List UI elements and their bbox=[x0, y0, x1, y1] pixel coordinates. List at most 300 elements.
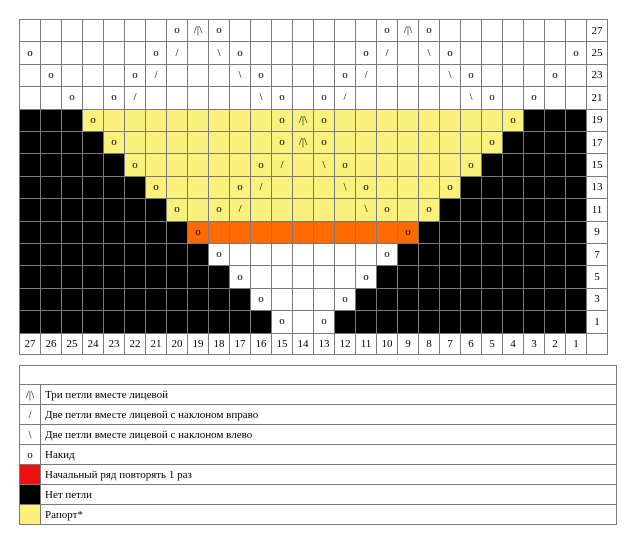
chart-cell bbox=[40, 176, 62, 199]
chart-cell bbox=[544, 221, 566, 244]
chart-cell bbox=[418, 131, 440, 154]
chart-cell bbox=[229, 19, 251, 42]
chart-cell bbox=[565, 153, 587, 176]
column-number: 24 bbox=[82, 333, 104, 355]
column-number: 8 bbox=[418, 333, 440, 355]
column-number: 13 bbox=[313, 333, 335, 355]
chart-cell bbox=[187, 176, 209, 199]
chart-cell bbox=[19, 265, 41, 288]
chart-cell bbox=[544, 176, 566, 199]
chart-cell bbox=[229, 153, 251, 176]
chart-cell bbox=[397, 198, 419, 221]
chart-cell bbox=[229, 310, 251, 333]
yarn-over-symbol: o bbox=[229, 41, 251, 64]
chart-cell bbox=[124, 288, 146, 311]
chart-cell bbox=[565, 221, 587, 244]
chart-cell bbox=[19, 153, 41, 176]
chart-cell bbox=[103, 153, 125, 176]
chart-cell bbox=[61, 221, 83, 244]
chart-cell bbox=[103, 64, 125, 87]
chart-cell bbox=[334, 310, 356, 333]
chart-cell bbox=[145, 265, 167, 288]
chart-cell bbox=[208, 86, 230, 109]
chart-cell bbox=[166, 86, 188, 109]
chart-cell bbox=[502, 288, 524, 311]
chart-cell bbox=[82, 265, 104, 288]
yarn-over-symbol: o bbox=[439, 176, 461, 199]
chart-cell bbox=[271, 198, 293, 221]
chart-cell bbox=[565, 288, 587, 311]
chart-cell bbox=[166, 310, 188, 333]
column-number: 18 bbox=[208, 333, 230, 355]
yarn-over-symbol: o bbox=[229, 265, 251, 288]
chart-cell bbox=[40, 310, 62, 333]
chart-cell bbox=[334, 131, 356, 154]
chart-cell bbox=[208, 153, 230, 176]
chart-cell bbox=[397, 109, 419, 132]
row-number: 13 bbox=[586, 176, 608, 199]
chart-cell bbox=[103, 310, 125, 333]
k3tog-symbol: /|\ bbox=[292, 109, 314, 132]
chart-cell bbox=[481, 41, 503, 64]
chart-cell bbox=[229, 221, 251, 244]
chart-cell bbox=[61, 153, 83, 176]
chart-cell bbox=[145, 131, 167, 154]
column-number: 27 bbox=[19, 333, 41, 355]
chart-cell bbox=[208, 64, 230, 87]
chart-cell bbox=[250, 19, 272, 42]
column-number: 1 bbox=[565, 333, 587, 355]
chart-cell bbox=[376, 221, 398, 244]
chart-cell bbox=[439, 153, 461, 176]
chart-cell bbox=[523, 265, 545, 288]
k2tog-right-symbol: / bbox=[250, 176, 272, 199]
chart-cell bbox=[250, 243, 272, 266]
yarn-over-symbol: o bbox=[502, 109, 524, 132]
chart-cell bbox=[61, 131, 83, 154]
chart-cell bbox=[19, 243, 41, 266]
chart-cell bbox=[19, 221, 41, 244]
chart-cell bbox=[187, 153, 209, 176]
yarn-over-symbol: o bbox=[271, 131, 293, 154]
chart-cell bbox=[376, 131, 398, 154]
chart-cell bbox=[376, 64, 398, 87]
chart-cell bbox=[439, 19, 461, 42]
chart-cell bbox=[418, 64, 440, 87]
k3tog-symbol: /|\ bbox=[292, 131, 314, 154]
legend-row-k2tog-right bbox=[19, 405, 617, 425]
chart-cell bbox=[124, 41, 146, 64]
chart-cell bbox=[460, 221, 482, 244]
chart-cell bbox=[208, 310, 230, 333]
chart-cell bbox=[460, 310, 482, 333]
chart-cell bbox=[418, 86, 440, 109]
chart-cell bbox=[250, 265, 272, 288]
legend-row-k3tog bbox=[19, 385, 617, 405]
chart-cell bbox=[61, 176, 83, 199]
chart-cell bbox=[481, 64, 503, 87]
chart-cell bbox=[40, 288, 62, 311]
k2tog-right-symbol: / bbox=[145, 64, 167, 87]
chart-cell bbox=[208, 221, 230, 244]
chart-cell bbox=[397, 64, 419, 87]
chart-cell bbox=[397, 86, 419, 109]
chart-cell bbox=[460, 265, 482, 288]
chart-cell bbox=[82, 176, 104, 199]
k2tog-left-symbol: \ bbox=[334, 176, 356, 199]
column-number: 23 bbox=[103, 333, 125, 355]
chart-cell bbox=[523, 243, 545, 266]
legend-label: Начальный ряд повторять 1 раз bbox=[45, 468, 192, 481]
chart-cell bbox=[124, 131, 146, 154]
chart-cell bbox=[502, 64, 524, 87]
chart-cell bbox=[439, 310, 461, 333]
chart-cell bbox=[418, 153, 440, 176]
row-number: 27 bbox=[586, 19, 608, 42]
chart-cell bbox=[40, 243, 62, 266]
chart-cell bbox=[418, 265, 440, 288]
chart-cell bbox=[271, 221, 293, 244]
row-number: 25 bbox=[586, 41, 608, 64]
chart-cell bbox=[565, 64, 587, 87]
chart-cell bbox=[187, 265, 209, 288]
chart-cell bbox=[376, 86, 398, 109]
chart-cell bbox=[40, 41, 62, 64]
yarn-over-symbol: o bbox=[124, 153, 146, 176]
yarn-over-symbol: o bbox=[334, 153, 356, 176]
column-number: 12 bbox=[334, 333, 356, 355]
chart-cell bbox=[292, 19, 314, 42]
chart-cell bbox=[481, 310, 503, 333]
chart-cell bbox=[502, 153, 524, 176]
column-number: 9 bbox=[397, 333, 419, 355]
yarn-over-symbol: o bbox=[376, 198, 398, 221]
chart-cell bbox=[376, 288, 398, 311]
chart-cell bbox=[82, 198, 104, 221]
chart-cell bbox=[355, 221, 377, 244]
chart-cell bbox=[523, 109, 545, 132]
chart-cell bbox=[103, 109, 125, 132]
chart-cell bbox=[355, 109, 377, 132]
chart-cell bbox=[187, 243, 209, 266]
chart-cell bbox=[145, 288, 167, 311]
column-number: 10 bbox=[376, 333, 398, 355]
yarn-over-symbol: o bbox=[208, 19, 230, 42]
column-number: 21 bbox=[145, 333, 167, 355]
chart-cell bbox=[502, 19, 524, 42]
chart-cell bbox=[439, 131, 461, 154]
column-number: 11 bbox=[355, 333, 377, 355]
chart-cell bbox=[19, 64, 41, 87]
row-number: 5 bbox=[586, 265, 608, 288]
yarn-over-symbol: o bbox=[271, 310, 293, 333]
chart-cell bbox=[523, 176, 545, 199]
chart-cell bbox=[565, 131, 587, 154]
chart-cell bbox=[19, 176, 41, 199]
chart-cell bbox=[334, 265, 356, 288]
chart-cell bbox=[439, 265, 461, 288]
chart-cell bbox=[502, 41, 524, 64]
chart-cell bbox=[82, 19, 104, 42]
chart-cell bbox=[460, 131, 482, 154]
chart-cell bbox=[355, 153, 377, 176]
chart-cell bbox=[271, 265, 293, 288]
chart-cell bbox=[481, 243, 503, 266]
chart-cell bbox=[481, 176, 503, 199]
chart-cell bbox=[61, 41, 83, 64]
chart-cell bbox=[271, 41, 293, 64]
chart-cell bbox=[544, 198, 566, 221]
chart-cell bbox=[40, 109, 62, 132]
chart-cell bbox=[61, 310, 83, 333]
chart-cell bbox=[544, 265, 566, 288]
chart-cell bbox=[187, 41, 209, 64]
chart-cell bbox=[481, 153, 503, 176]
chart-cell bbox=[82, 64, 104, 87]
row-number: 21 bbox=[586, 86, 608, 109]
chart-cell bbox=[418, 176, 440, 199]
chart-cell bbox=[460, 41, 482, 64]
chart-cell bbox=[19, 109, 41, 132]
yarn-over-symbol: o bbox=[376, 243, 398, 266]
chart-cell bbox=[544, 243, 566, 266]
chart-cell bbox=[313, 41, 335, 64]
yarn-over-symbol: o bbox=[82, 109, 104, 132]
legend-label: Три петли вместе лицевой bbox=[45, 388, 168, 401]
yarn-over-symbol: o bbox=[481, 86, 503, 109]
yarn-over-symbol: o bbox=[418, 198, 440, 221]
chart-cell bbox=[502, 243, 524, 266]
yarn-over-symbol: o bbox=[313, 109, 335, 132]
chart-cell bbox=[355, 131, 377, 154]
chart-cell bbox=[292, 153, 314, 176]
chart-cell bbox=[208, 109, 230, 132]
chart-cell bbox=[418, 288, 440, 311]
chart-cell bbox=[460, 176, 482, 199]
chart-cell bbox=[292, 265, 314, 288]
chart-cell bbox=[544, 41, 566, 64]
chart-cell bbox=[460, 243, 482, 266]
yarn-over-symbol: o bbox=[460, 64, 482, 87]
chart-cell bbox=[187, 109, 209, 132]
chart-cell bbox=[187, 64, 209, 87]
chart-cell bbox=[313, 64, 335, 87]
column-number: 16 bbox=[250, 333, 272, 355]
chart-cell bbox=[523, 310, 545, 333]
chart-cell bbox=[271, 288, 293, 311]
legend-row-no-stitch bbox=[19, 485, 617, 505]
chart-cell bbox=[523, 153, 545, 176]
k2tog-left-symbol: \ bbox=[460, 86, 482, 109]
yarn-over-symbol: o bbox=[271, 109, 293, 132]
k2tog-left-symbol: \ bbox=[439, 64, 461, 87]
chart-cell bbox=[355, 243, 377, 266]
k2tog-right-symbol: / bbox=[355, 64, 377, 87]
chart-cell bbox=[313, 221, 335, 244]
chart-cell bbox=[418, 243, 440, 266]
chart-cell bbox=[40, 19, 62, 42]
chart-cell bbox=[481, 265, 503, 288]
chart-cell bbox=[355, 310, 377, 333]
row-number: 3 bbox=[586, 288, 608, 311]
chart-cell bbox=[61, 198, 83, 221]
chart-cell bbox=[145, 221, 167, 244]
chart-cell bbox=[40, 131, 62, 154]
yarn-over-symbol: o bbox=[250, 64, 272, 87]
chart-cell bbox=[187, 288, 209, 311]
chart-cell bbox=[40, 153, 62, 176]
chart-cell bbox=[82, 41, 104, 64]
chart-cell bbox=[313, 288, 335, 311]
chart-cell bbox=[439, 86, 461, 109]
legend-row-start-row bbox=[19, 465, 617, 485]
chart-cell bbox=[145, 153, 167, 176]
chart-cell bbox=[61, 64, 83, 87]
chart-cell bbox=[82, 310, 104, 333]
chart-cell bbox=[61, 243, 83, 266]
chart-cell bbox=[397, 310, 419, 333]
k2tog-left-symbol: \ bbox=[20, 425, 41, 444]
chart-cell bbox=[565, 198, 587, 221]
chart-cell bbox=[271, 176, 293, 199]
chart-cell bbox=[502, 265, 524, 288]
chart-cell bbox=[523, 19, 545, 42]
chart-cell bbox=[523, 64, 545, 87]
chart-cell bbox=[502, 86, 524, 109]
chart-cell bbox=[481, 288, 503, 311]
yarn-over-symbol: o bbox=[271, 86, 293, 109]
yarn-over-symbol: o bbox=[523, 86, 545, 109]
yarn-over-symbol: o bbox=[418, 19, 440, 42]
chart-cell bbox=[82, 221, 104, 244]
yarn-over-symbol: o bbox=[19, 41, 41, 64]
yarn-over-symbol: o bbox=[250, 153, 272, 176]
chart-cell bbox=[166, 243, 188, 266]
chart-cell bbox=[292, 176, 314, 199]
chart-cell bbox=[271, 19, 293, 42]
chart-cell bbox=[292, 288, 314, 311]
chart-cell bbox=[208, 176, 230, 199]
k2tog-right-symbol: / bbox=[124, 86, 146, 109]
column-number: 6 bbox=[460, 333, 482, 355]
legend-label: Рапорт* bbox=[45, 508, 83, 521]
chart-cell bbox=[103, 41, 125, 64]
chart-cell bbox=[145, 310, 167, 333]
k2tog-right-symbol: / bbox=[229, 198, 251, 221]
chart-cell bbox=[481, 198, 503, 221]
yarn-over-symbol: o bbox=[376, 19, 398, 42]
chart-cell bbox=[418, 310, 440, 333]
chart-cell bbox=[481, 109, 503, 132]
chart-cell bbox=[229, 86, 251, 109]
chart-cell bbox=[40, 198, 62, 221]
k2tog-right-symbol: / bbox=[271, 153, 293, 176]
column-number: 19 bbox=[187, 333, 209, 355]
chart-cell bbox=[61, 109, 83, 132]
k2tog-left-symbol: \ bbox=[313, 153, 335, 176]
chart-cell bbox=[397, 131, 419, 154]
k3tog-symbol: /|\ bbox=[20, 385, 41, 404]
chart-cell bbox=[40, 221, 62, 244]
chart-cell bbox=[250, 131, 272, 154]
chart-cell bbox=[460, 198, 482, 221]
chart-cell bbox=[124, 243, 146, 266]
legend-row-yarn-over bbox=[19, 445, 617, 465]
chart-cell bbox=[292, 64, 314, 87]
chart-cell bbox=[166, 265, 188, 288]
chart-cell bbox=[418, 221, 440, 244]
chart-cell bbox=[544, 109, 566, 132]
chart-cell bbox=[397, 288, 419, 311]
chart-cell bbox=[544, 131, 566, 154]
chart-cell bbox=[460, 288, 482, 311]
chart-cell bbox=[145, 109, 167, 132]
k3tog-symbol: /|\ bbox=[397, 19, 419, 42]
row-number: 15 bbox=[586, 153, 608, 176]
chart-cell bbox=[292, 86, 314, 109]
chart-cell bbox=[334, 19, 356, 42]
chart-cell bbox=[82, 86, 104, 109]
chart-cell bbox=[166, 109, 188, 132]
row-number: 11 bbox=[586, 198, 608, 221]
yarn-over-symbol: o bbox=[208, 243, 230, 266]
chart-cell bbox=[523, 198, 545, 221]
k2tog-right-symbol: / bbox=[334, 86, 356, 109]
chart-cell bbox=[103, 288, 125, 311]
chart-cell bbox=[145, 19, 167, 42]
chart-cell bbox=[544, 310, 566, 333]
no-stitch-swatch bbox=[20, 485, 41, 504]
yarn-over-symbol: o bbox=[166, 19, 188, 42]
chart-cell bbox=[565, 243, 587, 266]
chart-cell bbox=[397, 176, 419, 199]
chart-cell bbox=[313, 243, 335, 266]
chart-cell bbox=[229, 243, 251, 266]
chart-cell bbox=[502, 176, 524, 199]
column-number: 15 bbox=[271, 333, 293, 355]
chart-cell bbox=[124, 221, 146, 244]
chart-cell bbox=[502, 221, 524, 244]
chart-cell bbox=[229, 288, 251, 311]
column-number: 7 bbox=[439, 333, 461, 355]
yarn-over-symbol: o bbox=[229, 176, 251, 199]
chart-cell bbox=[292, 198, 314, 221]
column-number: 4 bbox=[502, 333, 524, 355]
column-number: 3 bbox=[523, 333, 545, 355]
column-number: 25 bbox=[61, 333, 83, 355]
legend-spacer-row bbox=[19, 365, 617, 385]
chart-cell bbox=[19, 198, 41, 221]
yarn-over-symbol: o bbox=[145, 176, 167, 199]
chart-cell bbox=[19, 310, 41, 333]
chart-cell bbox=[502, 198, 524, 221]
chart-cell bbox=[19, 86, 41, 109]
chart-cell bbox=[229, 131, 251, 154]
yarn-over-symbol: o bbox=[187, 221, 209, 244]
chart-cell bbox=[502, 131, 524, 154]
start-row-swatch bbox=[20, 465, 41, 484]
chart-cell bbox=[19, 131, 41, 154]
k3tog-symbol: /|\ bbox=[187, 19, 209, 42]
chart-cell bbox=[250, 109, 272, 132]
chart-cell bbox=[376, 310, 398, 333]
chart-cell bbox=[292, 310, 314, 333]
chart-cell bbox=[208, 265, 230, 288]
yarn-over-symbol: o bbox=[460, 153, 482, 176]
chart-cell bbox=[397, 41, 419, 64]
chart-cell bbox=[82, 153, 104, 176]
chart-cell bbox=[313, 198, 335, 221]
